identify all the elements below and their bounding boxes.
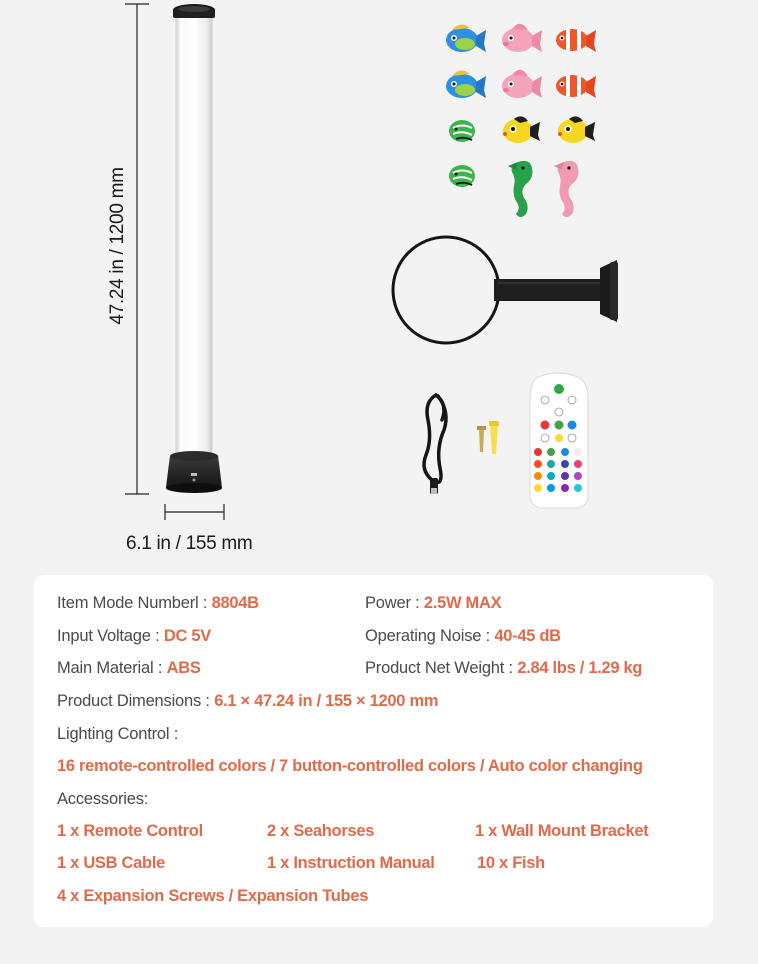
- bubble-tube-lamp-icon: [166, 4, 222, 493]
- spec-lighting-label: Lighting Control :: [57, 725, 179, 743]
- wall-mount-bracket-icon: [393, 237, 618, 343]
- spec-voltage: [57, 627, 211, 646]
- spec-voltage-value: DC 5V: [163, 627, 211, 645]
- spec-weight-label: Product Net Weight :: [365, 659, 518, 677]
- clownfish-icon: [556, 29, 596, 52]
- spec-dimensions-value: 6.1 × 47.24 in / 155 × 1200 mm: [214, 692, 439, 710]
- width-dimension-label: 6.1 in / 155 mm: [126, 533, 253, 554]
- accessory-item: 1 x Wall Mount Bracket: [475, 822, 649, 840]
- green-fish-icon: [449, 120, 475, 142]
- spec-noise-label: Operating Noise :: [365, 627, 495, 645]
- spec-card: [34, 575, 713, 927]
- spec-weight: [365, 659, 642, 678]
- usb-cable-icon: [424, 395, 446, 494]
- expansion-screws-icon: [477, 421, 499, 454]
- pink-seahorse-icon: [554, 161, 578, 217]
- remote-control-icon: [530, 373, 588, 508]
- spec-dimensions: [57, 692, 438, 711]
- spec-power-label: Power :: [365, 594, 424, 612]
- spec-noise: [365, 627, 561, 646]
- pink-fish-icon: [502, 70, 542, 98]
- pink-fish-icon: [502, 24, 542, 52]
- spec-model: [57, 594, 259, 613]
- blue-fish-icon: [446, 24, 486, 52]
- accessory-item: 2 x Seahorses: [267, 822, 375, 840]
- height-dimension-label: 47.24 in / 1200 mm: [107, 167, 128, 325]
- green-seahorse-icon: [508, 161, 532, 217]
- accessory-item: 1 x USB Cable: [57, 854, 165, 872]
- yellow-fish-icon: [503, 116, 540, 143]
- spec-noise-value: 40-45 dB: [494, 627, 561, 645]
- fish-grid: [446, 24, 596, 217]
- spec-model-label: Item Mode Numberl :: [57, 594, 212, 612]
- spec-model-value: 8804B: [211, 594, 259, 612]
- blue-fish-icon: [446, 70, 486, 98]
- spec-power: [365, 594, 501, 613]
- spec-power-value: 2.5W MAX: [423, 594, 502, 612]
- accessory-item: 4 x Expansion Screws / Expansion Tubes: [57, 887, 369, 905]
- spec-material-label: Main Material :: [57, 659, 167, 677]
- accessory-item: 1 x Instruction Manual: [267, 854, 435, 872]
- spec-accessories-label: Accessories:: [57, 790, 149, 808]
- spec-lighting-value: 16 remote-controlled colors / 7 button-controlled colors / Auto color changing: [57, 757, 643, 775]
- accessory-item: 1 x Remote Control: [57, 822, 203, 840]
- spec-weight-value: 2.84 lbs / 1.29 kg: [517, 659, 643, 677]
- spec-material-value: ABS: [166, 659, 201, 677]
- green-fish-icon: [449, 165, 475, 187]
- spec-material: [57, 659, 201, 678]
- yellow-fish-icon: [558, 116, 595, 143]
- width-dimension-line: [165, 504, 224, 520]
- spec-voltage-label: Input Voltage :: [57, 627, 164, 645]
- accessory-item: 10 x Fish: [477, 854, 545, 872]
- spec-dimensions-label: Product Dimensions :: [57, 692, 215, 710]
- clownfish-icon: [556, 75, 596, 98]
